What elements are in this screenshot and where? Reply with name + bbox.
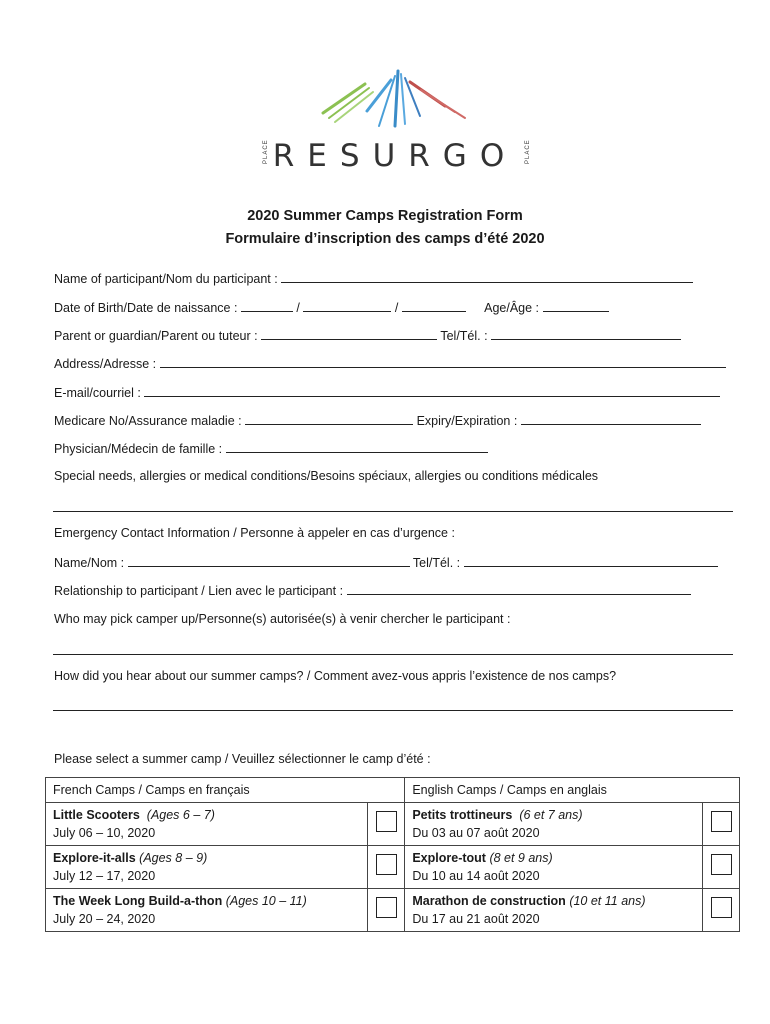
emergency-name-label: Name/Nom :	[54, 556, 125, 570]
dob-separator: /	[394, 301, 399, 315]
resurgo-logo	[255, 66, 535, 186]
pickup-input[interactable]	[53, 654, 733, 655]
french-camps-header: French Camps / Camps en français	[46, 778, 405, 803]
emergency-name-row	[54, 554, 718, 571]
logo-side-right: PLACE	[525, 139, 531, 164]
camp-selection-table	[45, 777, 740, 932]
camp-dates: July 20 – 24, 2020	[53, 912, 156, 926]
age-label: Age/Âge :	[484, 301, 540, 315]
medicare-row	[54, 412, 701, 429]
camp-dates: July 12 – 17, 2020	[53, 869, 156, 883]
email-label: E-mail/courriel :	[54, 386, 141, 400]
address-input[interactable]	[160, 355, 726, 368]
camp-ages: (Ages 6 – 7)	[146, 808, 215, 822]
hear-about-input[interactable]	[53, 710, 733, 711]
special-needs-input[interactable]	[53, 511, 733, 512]
camp-name: The Week Long Build-a-thon	[53, 894, 223, 908]
camp-cell	[405, 889, 703, 932]
camp-cell	[46, 846, 368, 889]
explore-it-alls-checkbox[interactable]	[376, 854, 397, 875]
guardian-row	[54, 327, 681, 344]
camp-ages: (Ages 10 – 11)	[225, 894, 307, 908]
dob-row	[54, 299, 609, 316]
camp-name: Petits trottineurs	[412, 808, 513, 822]
camp-cell	[405, 803, 703, 846]
camp-dates: Du 10 au 14 août 2020	[412, 869, 540, 883]
special-needs-label: Special needs, allergies or medical conditions/Besoins spéciaux, allergies ou conditions médicales	[54, 469, 599, 483]
english-camps-header: English Camps / Camps en anglais	[405, 778, 740, 803]
address-label: Address/Adresse :	[54, 357, 157, 371]
email-input[interactable]	[144, 384, 720, 397]
physician-label: Physician/Médecin de famille :	[54, 442, 223, 456]
guardian-label: Parent or guardian/Parent ou tuteur :	[54, 329, 258, 343]
emergency-tel-label: Tel/Tél. :	[412, 556, 461, 570]
camp-cell	[405, 846, 703, 889]
dob-label: Date of Birth/Date de naissance :	[54, 301, 238, 315]
hear-about-label: How did you hear about our summer camps? / Comment avez-vous appris l’existence de nos camps?	[54, 669, 617, 683]
relationship-label: Relationship to participant / Lien avec le participant :	[54, 584, 344, 598]
camp-cell	[46, 803, 368, 846]
guardian-tel-input[interactable]	[491, 327, 681, 340]
pickup-label: Who may pick camper up/Personne(s) autorisée(s) à venir chercher le participant :	[54, 612, 511, 626]
guardian-tel-label: Tel/Tél. :	[440, 329, 488, 343]
camp-cell	[46, 889, 368, 932]
marathon-construction-checkbox[interactable]	[711, 897, 732, 918]
camp-dates: Du 17 au 21 août 2020	[412, 912, 540, 926]
address-row	[54, 355, 726, 372]
physician-row	[54, 440, 488, 457]
guardian-input[interactable]	[261, 327, 437, 340]
relationship-input[interactable]	[347, 582, 691, 595]
camp-name: Marathon de construction	[412, 894, 566, 908]
email-row	[54, 384, 720, 401]
expiry-label: Expiry/Expiration :	[416, 414, 518, 428]
camp-row	[46, 803, 740, 846]
camp-ages: (10 et 11 ans)	[569, 894, 646, 908]
little-scooters-checkbox[interactable]	[376, 811, 397, 832]
expiry-input[interactable]	[521, 412, 701, 425]
emergency-name-input[interactable]	[128, 554, 410, 567]
dob-year-input[interactable]	[402, 299, 466, 312]
logo-wordmark: RESURGO	[272, 138, 518, 174]
dob-separator: /	[296, 301, 300, 315]
camp-row	[46, 846, 740, 889]
build-a-thon-checkbox[interactable]	[376, 897, 397, 918]
camp-row	[46, 889, 740, 932]
emergency-heading: Emergency Contact Information / Personne à appeler en cas d’urgence :	[54, 526, 455, 540]
form-title-fr: Formulaire d’inscription des camps d’été 2020	[225, 231, 545, 247]
medicare-input[interactable]	[245, 412, 413, 425]
camp-ages: (6 et 7 ans)	[519, 808, 583, 822]
relationship-row	[54, 582, 691, 599]
dob-day-input[interactable]	[241, 299, 293, 312]
dob-month-input[interactable]	[303, 299, 391, 312]
camp-dates: July 06 – 10, 2020	[53, 826, 156, 840]
camp-name: Little Scooters	[53, 808, 140, 822]
participant-input[interactable]	[281, 270, 693, 283]
petits-trottineurs-checkbox[interactable]	[711, 811, 732, 832]
camp-ages: (8 et 9 ans)	[489, 851, 553, 865]
camp-dates: Du 03 au 07 août 2020	[412, 826, 540, 840]
explore-tout-checkbox[interactable]	[711, 854, 732, 875]
physician-input[interactable]	[226, 440, 488, 453]
age-input[interactable]	[543, 299, 609, 312]
participant-label: Name of participant/Nom du participant :	[54, 272, 278, 286]
select-camp-label: Please select a summer camp / Veuillez sélectionner le camp d’été :	[54, 752, 431, 766]
participant-row	[54, 270, 693, 287]
logo-side-left: PLACE	[263, 139, 269, 164]
camp-ages: (Ages 8 – 9)	[139, 851, 208, 865]
medicare-label: Medicare No/Assurance maladie :	[54, 414, 242, 428]
form-title-en: 2020 Summer Camps Registration Form	[247, 208, 523, 224]
emergency-tel-input[interactable]	[464, 554, 718, 567]
camp-name: Explore-tout	[412, 851, 486, 865]
sunburst-rays-icon	[255, 66, 535, 141]
camp-name: Explore-it-alls	[53, 851, 136, 865]
